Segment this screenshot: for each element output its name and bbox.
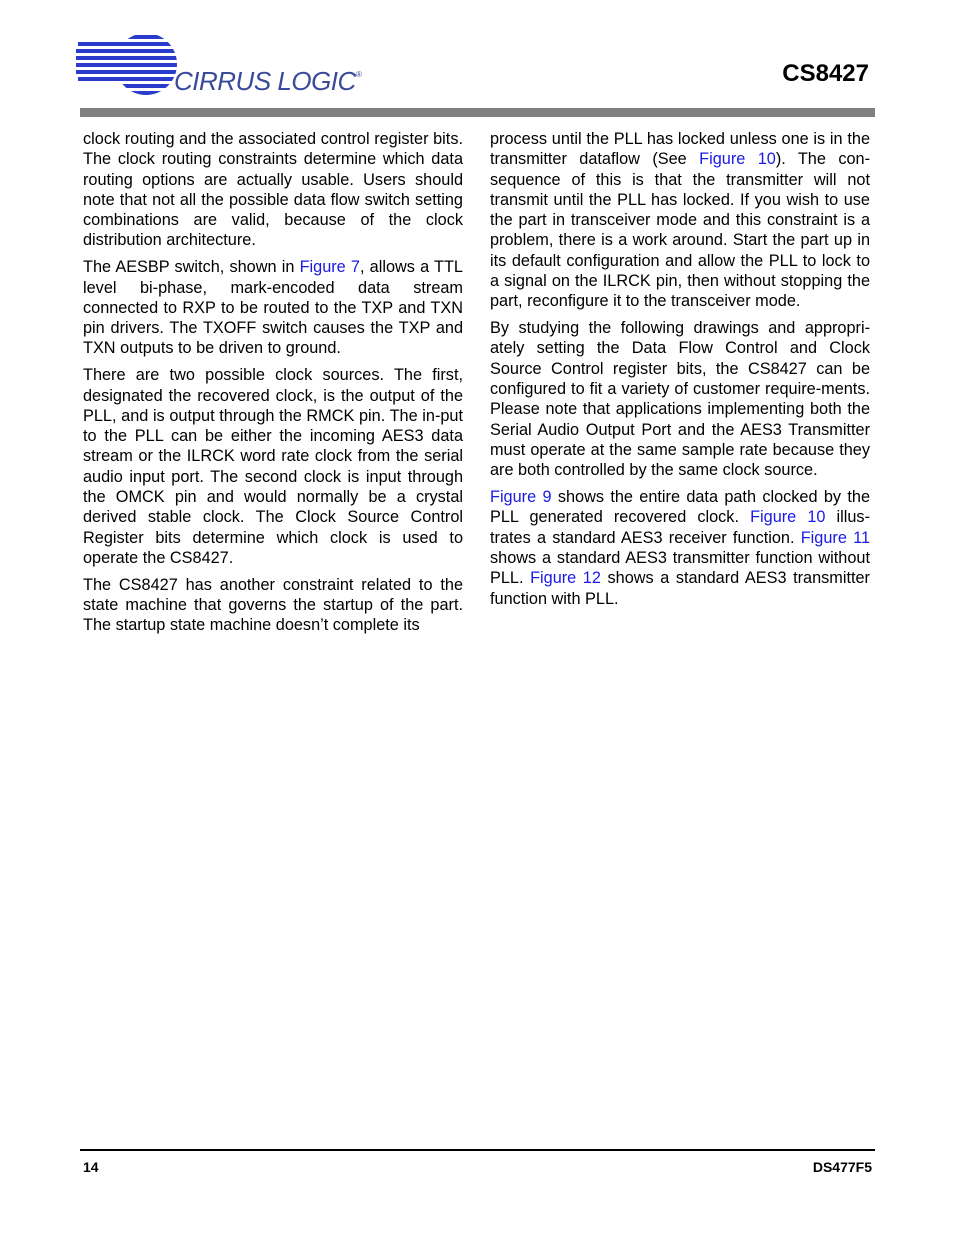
header-rule bbox=[80, 108, 875, 117]
figure-7-link[interactable]: Figure 7 bbox=[299, 258, 360, 277]
logo-text: CIRRUS LOGIC® bbox=[174, 66, 362, 96]
left-column bbox=[83, 129, 463, 642]
page-number: 14 bbox=[83, 1159, 99, 1175]
figure-10-link[interactable]: Figure 10 bbox=[699, 150, 776, 169]
footer-rule bbox=[80, 1149, 875, 1151]
paragraph: process until the PLL has locked unless one is in the transmitter dataflow (See Figure 10). The con-sequence of this is that the transmitter will not transmit until the PLL has locked. If you wish to use the part in transceiver mode and this constraint is a problem, there is a work around. Start the part up in its default configuration and allow the PLL to lock to a signal on the ILRCK pin, then without stopping the part, reconfigure it to the transceiver mode. bbox=[490, 130, 870, 311]
figure-9-link[interactable]: Figure 9 bbox=[490, 488, 552, 507]
document-id: DS477F5 bbox=[812, 1159, 872, 1175]
paragraph: The AESBP switch, shown in Figure 7, allows a TTL level bi-phase, mark-encoded data stream connected to RXP to be routed to the TXP and TXN pin drivers. The TXOFF switch causes the TXP and TXN outputs to be driven to ground. bbox=[83, 258, 463, 358]
right-column bbox=[490, 129, 870, 615]
paragraph: By studying the following drawings and appropri-ately setting the Data Flow Control and Clock Source Control register bits, the CS8427 can be configured to fit a variety of customer require-ments. Please note that applications implementing both the Serial Audio Output Port and the AES3 Transmitter must operate at the same sample rate because they are both controlled by the same clock source. bbox=[490, 319, 870, 480]
figure-10-link[interactable]: Figure 10 bbox=[750, 508, 826, 527]
paragraph: The CS8427 has another constraint related to the state machine that governs the startup of the part. The startup state machine doesn’t complete its bbox=[83, 575, 463, 635]
paragraph: Figure 9 shows the entire data path clocked by the PLL generated recovered clock. Figure 10 illus-trates a standard AES3 receiver function. Figure 11 shows a standard AES3 transmitter function without PLL. Figure 12 shows a standard AES3 transmitter function with PLL. bbox=[490, 488, 870, 608]
figure-11-link[interactable]: Figure 11 bbox=[800, 528, 870, 547]
paragraph: There are two possible clock sources. The first, designated the recovered clock, is the output of the PLL, and is output through the RMCK pin. The in-put to the PLL can be either the incoming AES3 data stream or the ILRCK word rate clock from the serial audio input port. The second clock is input through the OMCK pin and would normally be a crystal derived stable clock. The Clock Source Control Register bits determine which clock is used to operate the CS8427. bbox=[83, 366, 463, 567]
paragraph: clock routing and the associated control register bits. The clock routing constraints determine which data routing options are actually usable. Users should note that not all the possible data flow switch setting combinations are valid, because of the clock distribution architecture. bbox=[83, 130, 463, 250]
figure-12-link[interactable]: Figure 12 bbox=[530, 569, 601, 588]
cirrus-logic-logo bbox=[76, 34, 362, 96]
part-number: CS8427 bbox=[782, 60, 869, 87]
